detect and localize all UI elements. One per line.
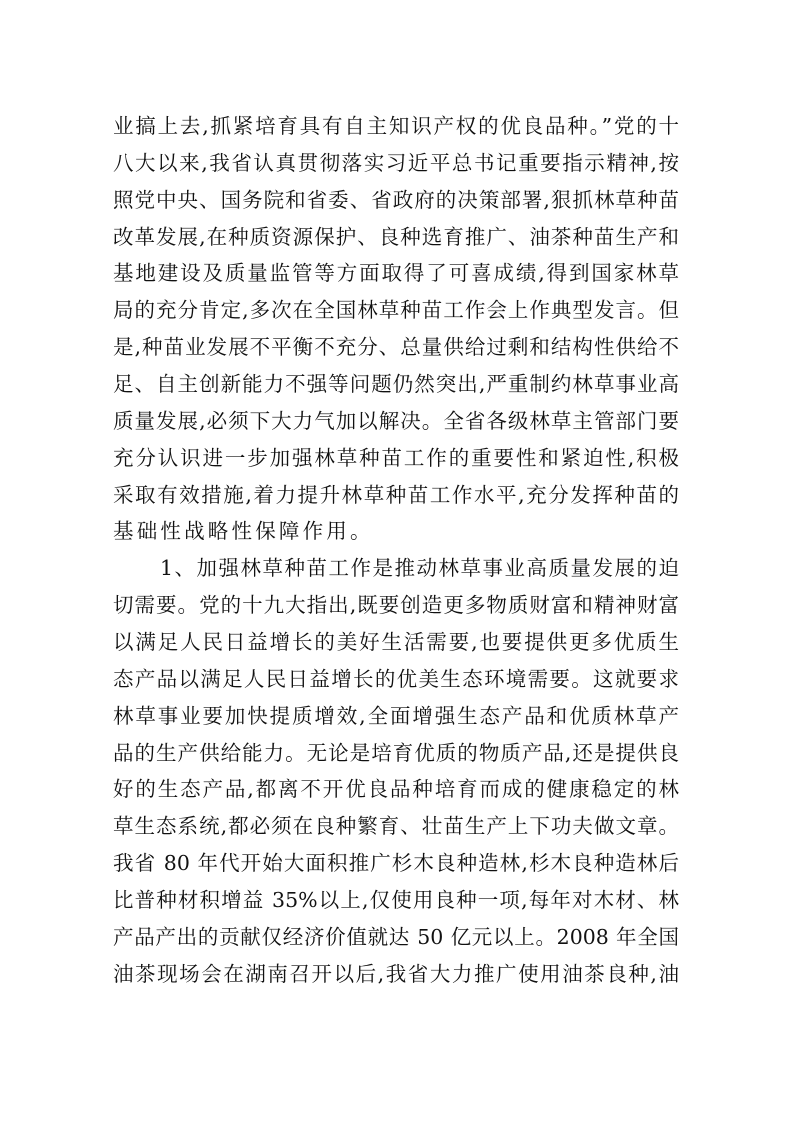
section-heading-line: 1、加强林草种苗工作是推动林草事业高质量发展的迫	[160, 556, 679, 581]
text-line: 切需要。党的十九大指出,既要创造更多物质财富和精神财富	[113, 593, 679, 618]
text-line: 林草事业要加快提质增效,全面增强生态产品和优质林草产	[113, 703, 679, 728]
text-line: 局的充分肯定,多次在全国林草种苗工作会上作典型发言。但	[113, 298, 679, 323]
text-line: 八大以来,我省认真贯彻落实习近平总书记重要指示精神,按	[113, 150, 679, 175]
text-line: 采取有效措施,着力提升林草种苗工作水平,充分发挥种苗的	[113, 482, 679, 507]
text-line: 改革发展,在种质资源保护、良种选育推广、油茶种苗生产和	[113, 224, 679, 249]
paragraph-end-line: 基础性战略性保障作用。	[113, 519, 374, 544]
text-line: 业搞上去,抓紧培育具有自主知识产权的优良品种。”党的十	[113, 114, 679, 138]
text-line: 比普种材积增益 35%以上,仅使用良种一项,每年对木材、林	[113, 888, 679, 913]
text-line: 好的生态产品,都离不开优良品种培育而成的健康稳定的林	[113, 777, 679, 802]
text-line: 油茶现场会在湖南召开以后,我省大力推广使用油茶良种,油	[113, 961, 679, 986]
text-line: 充分认识进一步加强林草种苗工作的重要性和紧迫性,积极	[113, 445, 679, 470]
body-text	[113, 108, 679, 993]
text-line: 照党中央、国务院和省委、省政府的决策部署,狠抓林草种苗	[113, 187, 679, 212]
text-line: 品的生产供给能力。无论是培育优质的物质产品,还是提供良	[113, 740, 679, 765]
text-line: 质量发展,必须下大力气加以解决。全省各级林草主管部门要	[113, 408, 679, 433]
text-line: 以满足人民日益增长的美好生活需要,也要提供更多优质生	[113, 630, 679, 655]
text-line: 草生态系统,都必须在良种繁育、壮苗生产上下功夫做文章。	[113, 814, 679, 839]
text-line: 产品产出的贡献仅经济价值就达 50 亿元以上。2008 年全国	[113, 924, 679, 949]
text-line: 足、自主创新能力不强等问题仍然突出,严重制约林草事业高	[113, 372, 679, 397]
text-line: 是,种苗业发展不平衡不充分、总量供给过剩和结构性供给不	[113, 335, 679, 360]
text-line: 我省 80 年代开始大面积推广杉木良种造林,杉木良种造林后	[113, 851, 679, 876]
text-line: 基地建设及质量监管等方面取得了可喜成绩,得到国家林草	[113, 261, 679, 286]
text-line: 态产品以满足人民日益增长的优美生态环境需要。这就要求	[113, 666, 679, 691]
